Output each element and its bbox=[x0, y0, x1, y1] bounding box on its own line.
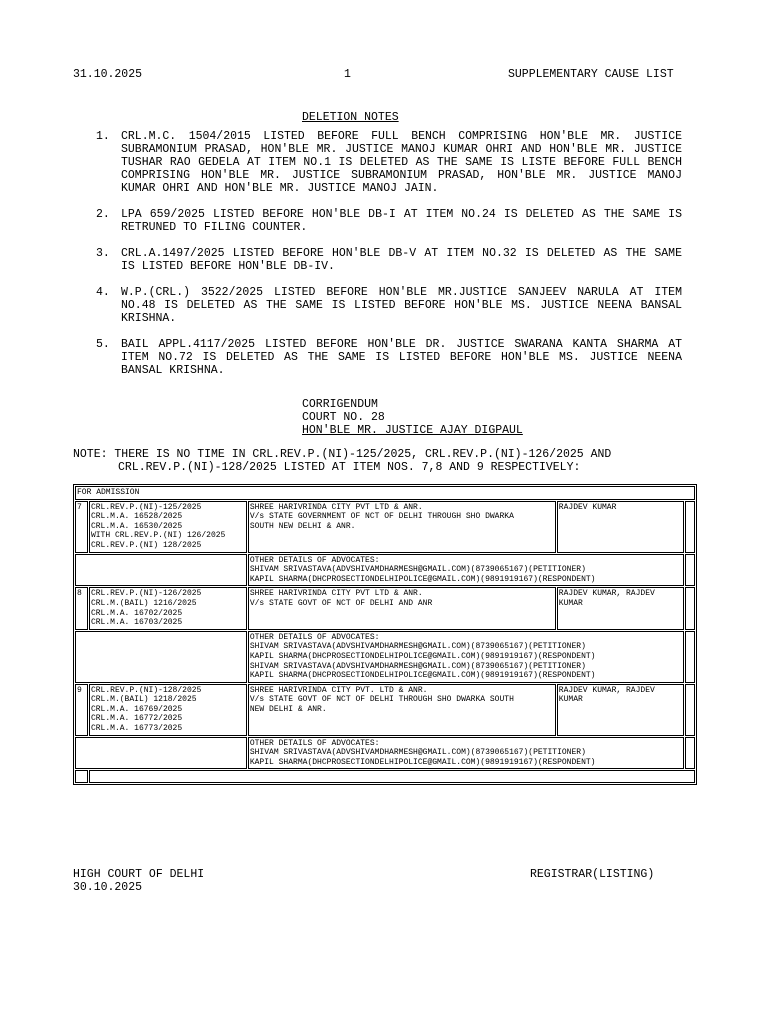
parties bbox=[248, 587, 556, 629]
other-line: OTHER DETAILS OF ADVOCATES: bbox=[249, 555, 380, 565]
empty-cell bbox=[685, 554, 695, 587]
other-line: KAPIL SHARMA(DHCPROSECTIONDELHIPOLICE@GMAIL.COM)(9891919167)(RESPONDENT) bbox=[249, 651, 596, 661]
note-number: 5. bbox=[96, 338, 110, 351]
table-row-details bbox=[75, 554, 695, 587]
note-text: CRL.A.1497/2025 LISTED BEFORE HON'BLE DB-V AT ITEM NO.32 IS DELETED AS THE SAME IS LISTED BEFORE HON'BLE DB-IV. bbox=[121, 247, 682, 273]
deletion-note bbox=[96, 130, 682, 195]
corrigendum-block bbox=[302, 398, 523, 437]
empty-cell bbox=[75, 631, 247, 683]
deletion-note bbox=[96, 286, 682, 325]
other-line: KAPIL SHARMA(DHCPROSECTIONDELHIPOLICE@GMAIL.COM)(9891919167)(RESPONDENT) bbox=[249, 757, 596, 767]
empty-cell bbox=[685, 737, 695, 770]
corrigendum-title: CORRIGENDUM bbox=[302, 398, 378, 411]
empty-cell bbox=[685, 684, 695, 736]
other-advocates bbox=[248, 737, 684, 770]
other-line: KAPIL SHARMA(DHCPROSECTIONDELHIPOLICE@GMAIL.COM)(9891919167)(RESPONDENT) bbox=[249, 574, 596, 584]
item-number: 7 bbox=[75, 501, 88, 553]
case-numbers bbox=[89, 587, 247, 629]
empty-cell bbox=[89, 770, 695, 783]
section-label: FOR ADMISSION bbox=[75, 486, 695, 500]
case-number: CRL.M.A. 16528/2025 bbox=[90, 512, 183, 522]
other-advocates bbox=[248, 631, 684, 683]
case-numbers bbox=[89, 501, 247, 553]
deletion-note bbox=[96, 338, 682, 377]
case-number: CRL.M.A. 16769/2025 bbox=[90, 704, 183, 714]
judge-name: HON'BLE MR. JUSTICE AJAY DIGPAUL bbox=[302, 424, 523, 437]
party-line: NEW DELHI & ANR. bbox=[249, 704, 327, 714]
party-line: SHREE HARIVRINDA CITY PVT. LTD & ANR. bbox=[249, 685, 428, 695]
other-line: SHIVAM SRIVASTAVA(ADVSHIVAMDHARMESH@GMAIL.COM)(8739065167)(PETITIONER) bbox=[249, 661, 586, 671]
cause-list-table bbox=[73, 484, 697, 785]
case-number: CRL.M.A. 16702/2025 bbox=[90, 608, 183, 618]
note-number: 2. bbox=[96, 208, 110, 221]
advocate-line: RAJDEV KUMAR, RAJDEV bbox=[558, 685, 655, 695]
advocate bbox=[557, 684, 684, 736]
party-line: V/s STATE GOVT OF NCT OF DELHI AND ANR bbox=[249, 598, 433, 608]
case-number: CRL.REV.P.(NI)-126/2025 bbox=[90, 589, 202, 599]
case-number: CRL.M.A. 16703/2025 bbox=[90, 618, 183, 628]
signatory: REGISTRAR(LISTING) bbox=[530, 868, 655, 881]
other-line: SHIVAM SRIVASTAVA(ADVSHIVAMDHARMESH@GMAIL.COM)(8739065167)(PETITIONER) bbox=[249, 642, 586, 652]
table-row bbox=[75, 587, 695, 629]
case-number: CRL.M.(BAIL) 1218/2025 bbox=[90, 695, 197, 705]
other-line: SHIVAM SRIVASTAVA(ADVSHIVAMDHARMESH@GMAIL.COM)(8739065167)(PETITIONER) bbox=[249, 565, 586, 575]
empty-cell bbox=[685, 631, 695, 683]
note-line-1: NOTE: THERE IS NO TIME IN CRL.REV.P.(NI)-125/2025, CRL.REV.P.(NI)-126/2025 AND bbox=[73, 448, 612, 461]
advocate-line: KUMAR bbox=[558, 695, 583, 705]
case-number: CRL.REV.P.(NI)-128/2025 bbox=[90, 685, 202, 695]
case-number: CRL.M.A. 16772/2025 bbox=[90, 714, 183, 724]
court-name: HIGH COURT OF DELHI bbox=[73, 868, 205, 881]
deletion-notes bbox=[96, 130, 682, 390]
note-line-2: CRL.REV.P.(NI)-128/2025 LISTED AT ITEM NOS. 7,8 AND 9 RESPECTIVELY: bbox=[118, 461, 581, 474]
list-title: SUPPLEMENTARY CAUSE LIST bbox=[508, 68, 674, 81]
note-text: BAIL APPL.4117/2025 LISTED BEFORE HON'BLE DR. JUSTICE SWARANA KANTA SHARMA AT ITEM NO.72 IS DELETED AS THE SAME IS LISTED BEFORE HON'BLE MS. JUSTICE NEENA BANSAL KRISHNA. bbox=[121, 338, 682, 377]
item-number: 9 bbox=[75, 684, 88, 736]
table-row bbox=[75, 684, 695, 736]
other-line: OTHER DETAILS OF ADVOCATES: bbox=[249, 738, 380, 748]
note-text: W.P.(CRL.) 3522/2025 LISTED BEFORE HON'BLE MR.JUSTICE SANJEEV NARULA AT ITEM NO.48 IS DELETED AS THE SAME IS LISTED BEFORE HON'BLE MS. JUSTICE NEENA BANSAL KRISHNA. bbox=[121, 286, 682, 325]
other-line: SHIVAM SRIVASTAVA(ADVSHIVAMDHARMESH@GMAIL.COM)(8739065167)(PETITIONER) bbox=[249, 748, 586, 758]
page-number: 1 bbox=[344, 68, 351, 81]
item-number: 8 bbox=[75, 587, 88, 629]
note-number: 1. bbox=[96, 130, 110, 143]
party-line: SHREE HARIVRINDA CITY PVT LTD & ANR. bbox=[249, 589, 423, 599]
party-line: SOUTH NEW DELHI & ANR. bbox=[249, 521, 356, 531]
empty-cell bbox=[75, 554, 247, 587]
note-block bbox=[73, 448, 611, 474]
section-row bbox=[75, 486, 695, 500]
party-line: SHREE HARIVRINDA CITY PVT LTD & ANR. bbox=[249, 502, 423, 512]
note-text: LPA 659/2025 LISTED BEFORE HON'BLE DB-I AT ITEM NO.24 IS DELETED AS THE SAME IS RETRUNED TO FILING COUNTER. bbox=[121, 208, 682, 234]
parties bbox=[248, 684, 556, 736]
advocate bbox=[557, 587, 684, 629]
empty-cell bbox=[75, 770, 88, 783]
case-numbers bbox=[89, 684, 247, 736]
table-end-row bbox=[75, 770, 695, 783]
other-line: KAPIL SHARMA(DHCPROSECTIONDELHIPOLICE@GMAIL.COM)(9891919167)(RESPONDENT) bbox=[249, 671, 596, 681]
deletion-note bbox=[96, 208, 682, 234]
advocate bbox=[557, 501, 684, 553]
table-row-details bbox=[75, 631, 695, 683]
note-number: 3. bbox=[96, 247, 110, 260]
other-line: OTHER DETAILS OF ADVOCATES: bbox=[249, 632, 380, 642]
case-number: WITH CRL.REV.P.(NI) 126/2025 bbox=[90, 531, 226, 541]
table-row-details bbox=[75, 737, 695, 770]
advocate-line: RAJDEV KUMAR, RAJDEV bbox=[558, 589, 655, 599]
case-number: CRL.M.A. 16773/2025 bbox=[90, 724, 183, 734]
deletion-heading: DELETION NOTES bbox=[302, 111, 399, 124]
party-line: V/s STATE GOVT OF NCT OF DELHI THROUGH SHO DWARKA SOUTH bbox=[249, 695, 514, 705]
case-number: CRL.REV.P.(NI)-125/2025 bbox=[90, 502, 202, 512]
list-date: 31.10.2025 bbox=[73, 68, 143, 81]
case-number: CRL.REV.P.(NI) 128/2025 bbox=[90, 540, 202, 550]
table-row bbox=[75, 501, 695, 553]
case-number: CRL.M.A. 16530/2025 bbox=[90, 521, 183, 531]
case-number: CRL.M.(BAIL) 1216/2025 bbox=[90, 598, 197, 608]
court-number: COURT NO. 28 bbox=[302, 411, 385, 424]
empty-cell bbox=[75, 737, 247, 770]
advocate-line: RAJDEV KUMAR bbox=[558, 502, 617, 512]
note-number: 4. bbox=[96, 286, 110, 299]
party-line: V/s STATE GOVERNMENT OF NCT OF DELHI THROUGH SHO DWARKA bbox=[249, 512, 514, 522]
other-advocates bbox=[248, 554, 684, 587]
issue-date: 30.10.2025 bbox=[73, 881, 143, 894]
advocate-line: KUMAR bbox=[558, 598, 583, 608]
empty-cell bbox=[685, 501, 695, 553]
parties bbox=[248, 501, 556, 553]
deletion-note bbox=[96, 247, 682, 273]
note-text: CRL.M.C. 1504/2015 LISTED BEFORE FULL BENCH COMPRISING HON'BLE MR. JUSTICE SUBRAMONIUM PRASAD, HON'BLE MR. JUSTICE MANOJ KUMAR OHRI AND HON'BLE MR. JUSTICE TUSHAR RAO GEDELA AT ITEM NO.1 IS DELETED AS THE SAME IS LISTE BEFORE FULL BENCH COMPRISING HON'BLE MR. JUSTICE SUBRAMONIUM PRASAD, HON'BLE MR. JUSTICE MANOJ KUMAR OHRI AND HON'BLE MR. JUSTICE MANOJ JAIN. bbox=[121, 130, 682, 195]
empty-cell bbox=[685, 587, 695, 629]
footer-left bbox=[73, 868, 204, 894]
